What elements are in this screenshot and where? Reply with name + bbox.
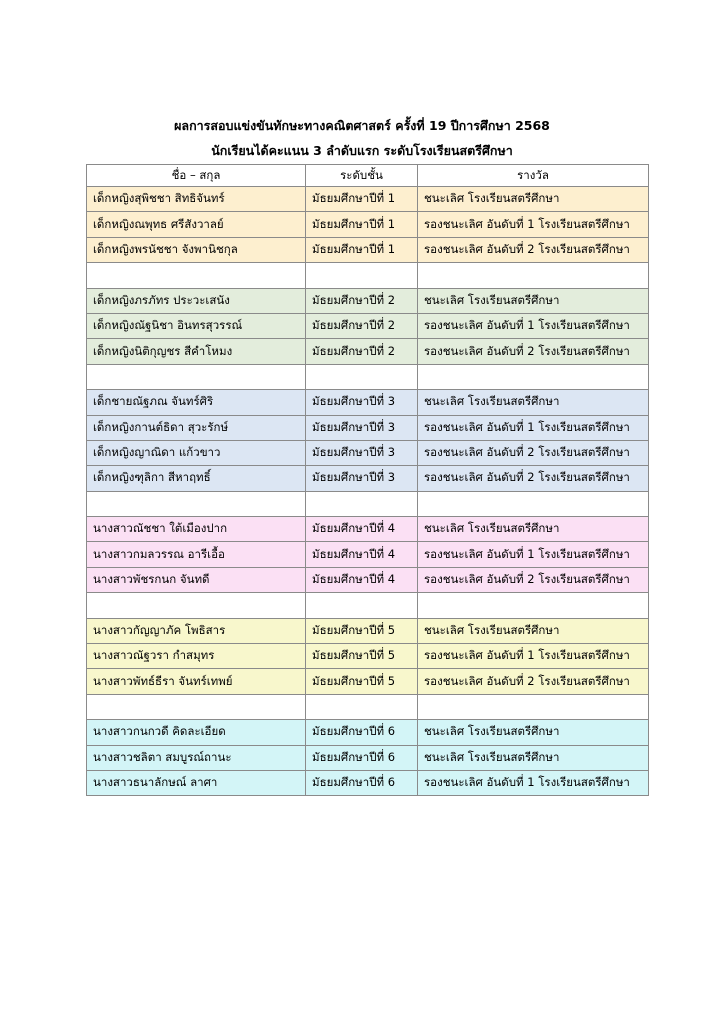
table-row (87, 720, 649, 745)
table-row (87, 415, 649, 440)
empty-cell (87, 694, 306, 719)
cell-name: เด็กหญิงณัฐนิชา อินทรสุวรรณ์ (87, 313, 306, 338)
cell-level: มัธยมศึกษาปีที่ 1 (306, 187, 418, 212)
cell-level: มัธยมศึกษาปีที่ 4 (306, 567, 418, 592)
table-row (87, 567, 649, 592)
page-title: ผลการสอบแข่งขันทักษะทางคณิตศาสตร์ ครั้งที่ 19 ปีการศึกษา 2568 (174, 118, 550, 133)
cell-name: เด็กหญิงนิติกุญชร สีคำโหมง (87, 339, 306, 364)
cell-name: นางสาวพัชรกนก จันทดี (87, 567, 306, 592)
empty-cell (306, 593, 418, 618)
cell-level: มัธยมศึกษาปีที่ 5 (306, 669, 418, 694)
table-row (87, 542, 649, 567)
separator-row (87, 263, 649, 288)
cell-level: มัธยมศึกษาปีที่ 6 (306, 720, 418, 745)
cell-award: รองชนะเลิศ อันดับที่ 1 โรงเรียนสตรีศึกษา (418, 313, 649, 338)
cell-award: ชนะเลิศ โรงเรียนสตรีศึกษา (418, 720, 649, 745)
table-header-row (87, 165, 649, 187)
cell-level: มัธยมศึกษาปีที่ 5 (306, 644, 418, 669)
cell-level: มัธยมศึกษาปีที่ 2 (306, 288, 418, 313)
cell-level: มัธยมศึกษาปีที่ 4 (306, 517, 418, 542)
table-row (87, 644, 649, 669)
cell-award: รองชนะเลิศ อันดับที่ 2 โรงเรียนสตรีศึกษา (418, 339, 649, 364)
cell-level: มัธยมศึกษาปีที่ 6 (306, 770, 418, 795)
table-row (87, 770, 649, 795)
separator-row (87, 694, 649, 719)
empty-cell (418, 694, 649, 719)
empty-cell (87, 263, 306, 288)
header-award: รางวัล (418, 165, 649, 187)
cell-name: เด็กหญิงพรนัชชา จังพานิชกุล (87, 237, 306, 262)
cell-award: รองชนะเลิศ อันดับที่ 1 โรงเรียนสตรีศึกษา (418, 770, 649, 795)
empty-cell (306, 364, 418, 389)
cell-award: รองชนะเลิศ อันดับที่ 2 โรงเรียนสตรีศึกษา (418, 466, 649, 491)
cell-name: นางสาวชลิตา สมบูรณ์ถานะ (87, 745, 306, 770)
cell-award: ชนะเลิศ โรงเรียนสตรีศึกษา (418, 745, 649, 770)
header-level: ระดับชั้น (306, 165, 418, 187)
cell-level: มัธยมศึกษาปีที่ 2 (306, 339, 418, 364)
cell-level: มัธยมศึกษาปีที่ 3 (306, 466, 418, 491)
cell-name: เด็กชายณัฐภณ จันทร์ศิริ (87, 390, 306, 415)
cell-name: นางสาวพัทธ์ธีรา จันทร์เทพย์ (87, 669, 306, 694)
cell-award: รองชนะเลิศ อันดับที่ 2 โรงเรียนสตรีศึกษา (418, 237, 649, 262)
cell-award: รองชนะเลิศ อันดับที่ 1 โรงเรียนสตรีศึกษา (418, 644, 649, 669)
empty-cell (306, 491, 418, 516)
cell-name: เด็กหญิงภรภัทร ประวะเสนัง (87, 288, 306, 313)
empty-cell (418, 491, 649, 516)
empty-cell (87, 491, 306, 516)
table-row (87, 313, 649, 338)
cell-name: เด็กหญิงสุพิชชา สิทธิจันทร์ (87, 187, 306, 212)
cell-level: มัธยมศึกษาปีที่ 2 (306, 313, 418, 338)
cell-award: ชนะเลิศ โรงเรียนสตรีศึกษา (418, 517, 649, 542)
cell-award: ชนะเลิศ โรงเรียนสตรีศึกษา (418, 187, 649, 212)
cell-name: นางสาวกมลวรรณ อารีเอื้อ (87, 542, 306, 567)
cell-name: เด็กหญิงกานต์ธิดา สุวะรักษ์ (87, 415, 306, 440)
empty-cell (306, 694, 418, 719)
cell-level: มัธยมศึกษาปีที่ 1 (306, 237, 418, 262)
cell-level: มัธยมศึกษาปีที่ 5 (306, 618, 418, 643)
cell-award: ชนะเลิศ โรงเรียนสตรีศึกษา (418, 288, 649, 313)
table-body (87, 187, 649, 796)
cell-name: เด็กหญิงณพุทธ ศรีสังวาลย์ (87, 212, 306, 237)
cell-name: นางสาวกนกวดี คิดละเอียด (87, 720, 306, 745)
empty-cell (87, 364, 306, 389)
cell-award: ชนะเลิศ โรงเรียนสตรีศึกษา (418, 618, 649, 643)
page-subtitle: นักเรียนได้คะแนน 3 ลำดับแรก ระดับโรงเรียนสตรีศึกษา (211, 143, 513, 158)
empty-cell (418, 593, 649, 618)
header-name: ชื่อ – สกุล (87, 165, 306, 187)
table-row (87, 440, 649, 465)
cell-name: นางสาวณัชชา ใต้เมืองปาก (87, 517, 306, 542)
table-row (87, 669, 649, 694)
table-row (87, 237, 649, 262)
cell-level: มัธยมศึกษาปีที่ 1 (306, 212, 418, 237)
cell-level: มัธยมศึกษาปีที่ 4 (306, 542, 418, 567)
cell-level: มัธยมศึกษาปีที่ 6 (306, 745, 418, 770)
table-row (87, 339, 649, 364)
empty-cell (87, 593, 306, 618)
results-table (86, 164, 649, 796)
table-row (87, 288, 649, 313)
empty-cell (418, 364, 649, 389)
cell-level: มัธยมศึกษาปีที่ 3 (306, 415, 418, 440)
cell-award: รองชนะเลิศ อันดับที่ 2 โรงเรียนสตรีศึกษา (418, 440, 649, 465)
cell-name: นางสาวธนาลักษณ์ ลาศา (87, 770, 306, 795)
cell-award: รองชนะเลิศ อันดับที่ 1 โรงเรียนสตรีศึกษา (418, 415, 649, 440)
cell-level: มัธยมศึกษาปีที่ 3 (306, 440, 418, 465)
separator-row (87, 364, 649, 389)
separator-row (87, 491, 649, 516)
table-row (87, 212, 649, 237)
cell-award: รองชนะเลิศ อันดับที่ 1 โรงเรียนสตรีศึกษา (418, 542, 649, 567)
table-row (87, 466, 649, 491)
cell-award: รองชนะเลิศ อันดับที่ 1 โรงเรียนสตรีศึกษา (418, 212, 649, 237)
cell-award: รองชนะเลิศ อันดับที่ 2 โรงเรียนสตรีศึกษา (418, 567, 649, 592)
cell-name: เด็กหญิงญาณิดา แก้วขาว (87, 440, 306, 465)
table-row (87, 187, 649, 212)
cell-name: นางสาวกัญญาภัค โพธิสาร (87, 618, 306, 643)
cell-name: นางสาวณัฐวรา กำสมุทร (87, 644, 306, 669)
cell-level: มัธยมศึกษาปีที่ 3 (306, 390, 418, 415)
table-row (87, 390, 649, 415)
table-row (87, 618, 649, 643)
separator-row (87, 593, 649, 618)
empty-cell (306, 263, 418, 288)
cell-name: เด็กหญิงฑุลิกา สีหาฤทธิ์ (87, 466, 306, 491)
cell-award: ชนะเลิศ โรงเรียนสตรีศึกษา (418, 390, 649, 415)
empty-cell (418, 263, 649, 288)
cell-award: รองชนะเลิศ อันดับที่ 2 โรงเรียนสตรีศึกษา (418, 669, 649, 694)
table-row (87, 745, 649, 770)
table-row (87, 517, 649, 542)
